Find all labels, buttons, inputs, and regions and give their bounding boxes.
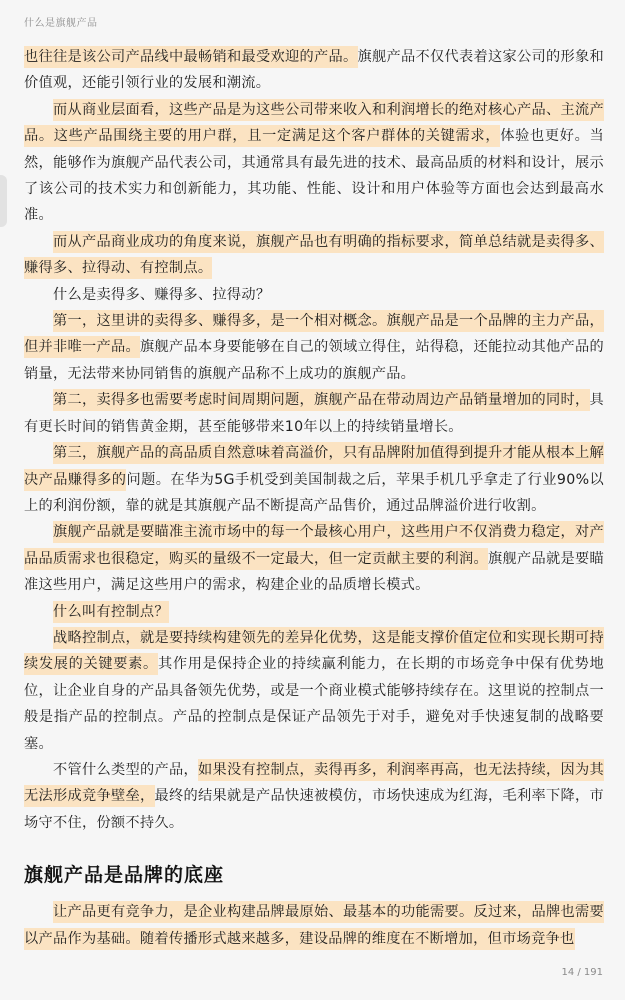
section-heading: 旗舰产品是品牌的底座: [24, 864, 225, 887]
paragraph: [24, 599, 604, 625]
side-drawer-handle[interactable]: [0, 175, 7, 227]
highlighted-text[interactable]: 让产品更有竞争力，是企业构建品牌最原始、最基本的功能需要。反过来，品牌也需要以产品作为基础。随着传播形式越来越多，建设品牌的维度在不断增加，但市场竞争也: [24, 901, 604, 949]
page-number: 14 / 191: [561, 967, 603, 978]
text-segment: 旗舰产品就是要瞄准这些用户，满足这些用户的需求，构建企业的品质增长模式。: [24, 550, 604, 594]
highlighted-text[interactable]: 战略控制点，就是要持续构建领先的差异化优势，这是能支撑价值定位和实现长期可持续发展的关键要素。: [24, 627, 604, 675]
text-segment: 具有更长时间的销售黄金期，甚至能够带来10年以上的持续销量增长。: [24, 392, 604, 435]
paragraph: [24, 899, 604, 952]
text-segment: 旗舰产品不仅代表着这家公司的形象和价值观，还能引领行业的发展和潮流。: [24, 49, 604, 92]
paragraph: [24, 229, 604, 282]
text-segment: 最终的结果就是产品快速被模仿，市场快速成为红海，毛利率下降，市场守不住，份额不持久。: [24, 788, 604, 831]
highlighted-text[interactable]: 而从商业层面看，这些产品是为这些公司带来收入和利润增长的绝对核心产品、主流产品。: [24, 99, 604, 147]
paragraph: [24, 308, 604, 387]
book-title: 什么是旗舰产品: [24, 18, 98, 29]
paragraph: [24, 519, 604, 598]
highlighted-text[interactable]: 什么叫有控制点？: [53, 601, 169, 623]
text-segment: 什么是卖得多、赚得多、拉得动？: [53, 286, 271, 303]
highlighted-text[interactable]: 第一，这里讲的卖得多、赚得多，是一个相对概念。旗舰产品是一个品牌的主力产品，但并非唯一产品。: [24, 310, 604, 358]
paragraph: [24, 97, 604, 229]
text-segment: 旗舰产品本身要能够在自己的领域立得住，站得稳，还能拉动其他产品的销量，无法带来协同销售的旗舰产品称不上成功的旗舰产品。: [24, 339, 604, 382]
highlighted-text[interactable]: 第二，卖得多也需要考虑时间周期问题，旗舰产品在带动周边产品销量增加的同时，: [53, 389, 590, 411]
highlighted-text[interactable]: 这些产品围绕主要的用户群，且一定满足这个客户群体的关键需求，: [54, 125, 500, 147]
text-segment: 不管什么类型的产品，: [53, 761, 198, 778]
paragraph: [24, 387, 604, 440]
highlighted-text[interactable]: 第三，旗舰产品的高品质自然意味着高溢价，只有品牌附加值得到提升才能从根本上解决产品赚得多的: [24, 442, 604, 490]
reading-content: [24, 44, 604, 952]
text-segment: 体验也更好。当然，能够作为旗舰产品代表公司，其通常具有最先进的技术、最高品质的材料和设计，展示了该公司的技术实力和创新能力，其功能、性能、设计和用户体验等方面也会达到最高水准。: [24, 128, 604, 224]
text-segment: 其作用是保持企业的持续赢利能力，在长期的市场竞争中保有优势地位，让企业自身的产品具备领先优势，或是一个商业模式能够持续存在。这里说的控制点一般是指产品的控制点。产品的控制点是保证产品领先于对手，避免对手快速复制的战略要塞。: [24, 656, 604, 752]
paragraph: [24, 44, 604, 97]
highlighted-text[interactable]: 如果没有控制点，卖得再多，利润率再高，也无法持续，因为其无法形成竞争壁垒，: [24, 759, 604, 807]
highlighted-text[interactable]: 旗舰产品就是要瞄准主流市场中的每一个最核心用户，这些用户不仅消费力稳定，对产品品质需求也很稳定，购买的量级不一定最大，但一定贡献主要的利润。: [24, 521, 604, 569]
text-segment: 问题。在华为5G手机受到美国制裁之后，苹果手机几乎拿走了行业90%以上的利润份额，靠的就是其旗舰产品不断提高产品售价，通过品牌溢价进行收割。: [24, 471, 604, 514]
paragraph: [24, 440, 604, 519]
paragraph: [24, 757, 604, 836]
paragraph: [24, 625, 604, 757]
highlighted-text[interactable]: 而从产品商业成功的角度来说，旗舰产品也有明确的指标要求，简单总结就是卖得多、赚得多、拉得动、有控制点。: [24, 231, 604, 279]
highlighted-text[interactable]: 也往往是该公司产品线中最畅销和最受欢迎的产品。: [24, 46, 358, 68]
paragraph: [24, 282, 604, 308]
